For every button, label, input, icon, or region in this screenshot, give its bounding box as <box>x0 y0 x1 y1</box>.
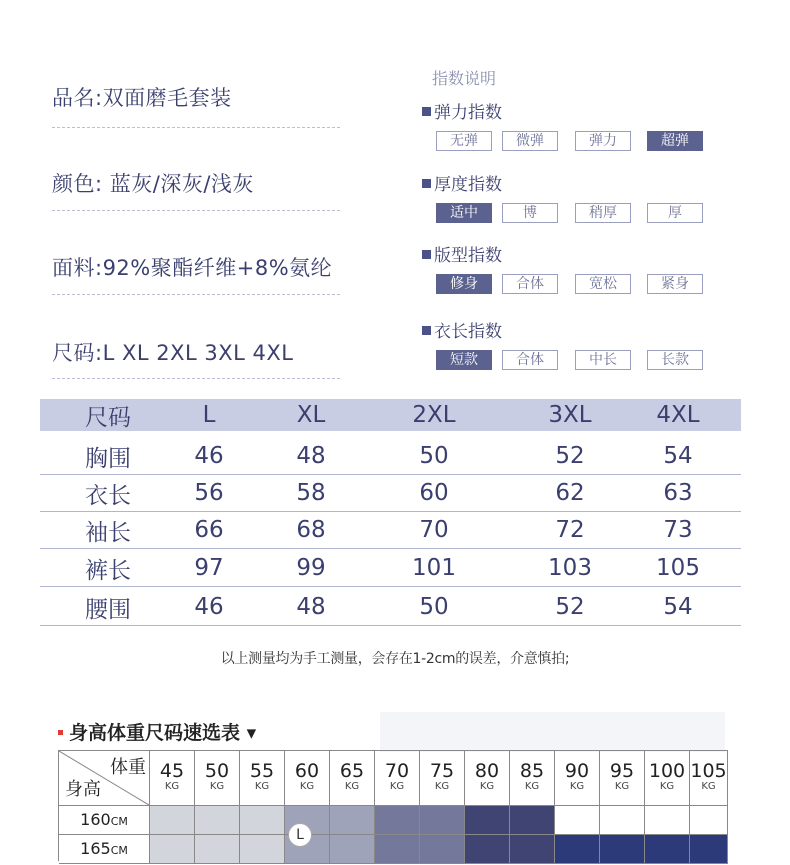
index-group-label: 弹力指数 <box>434 103 502 123</box>
table-cell: 50 <box>419 443 449 469</box>
weight-column-header <box>330 751 375 806</box>
weight-unit: KG <box>614 781 630 792</box>
row-label: 腰围 <box>85 596 131 623</box>
weight-unit: KG <box>434 781 450 792</box>
index-option: 合体 <box>502 274 558 294</box>
square-bullet-icon <box>422 250 431 259</box>
weight-value: 55 <box>249 760 275 782</box>
table-cell: 52 <box>555 443 585 469</box>
table-cell: 68 <box>296 517 326 543</box>
table-row <box>40 512 741 549</box>
index-option: 合体 <box>502 350 558 370</box>
weight-column-header <box>600 751 645 806</box>
index-option: 紧身 <box>647 274 703 294</box>
table-cell: 70 <box>419 517 449 543</box>
height-value: 160 <box>80 810 111 829</box>
size-table-header-cell: 4XL <box>656 402 700 428</box>
table-cell: 66 <box>194 517 224 543</box>
divider <box>52 210 340 211</box>
size-table-header-cell: XL <box>296 402 326 428</box>
height-value: 165 <box>80 839 111 858</box>
row-label: 衣长 <box>85 482 131 509</box>
index-option: 适中 <box>436 203 492 223</box>
weight-unit: KG <box>659 781 675 792</box>
table-row <box>40 550 741 587</box>
size-cell <box>195 806 240 835</box>
weight-value: 50 <box>204 760 230 782</box>
product-name: 品名:双面磨毛套装 <box>52 86 232 110</box>
weight-label: 体重 <box>110 757 146 778</box>
size-table-header-cell: 尺码 <box>85 404 131 431</box>
index-option: 长款 <box>647 350 703 370</box>
size-cell <box>150 806 195 835</box>
index-group-label: 衣长指数 <box>434 322 502 342</box>
weight-value: 60 <box>294 760 320 782</box>
weight-value: 80 <box>474 760 500 782</box>
divider <box>52 378 340 379</box>
table-row <box>40 438 741 475</box>
size-table-header-cell: 2XL <box>412 402 456 428</box>
index-option: 宽松 <box>575 274 631 294</box>
size-table-header-cell: 3XL <box>548 402 592 428</box>
weight-unit: KG <box>254 781 270 792</box>
table-cell: 48 <box>296 443 326 469</box>
table-cell: 52 <box>555 594 585 620</box>
weight-unit: KG <box>569 781 585 792</box>
weight-unit: KG <box>164 781 180 792</box>
index-group-title <box>422 170 502 195</box>
index-group-title <box>422 98 502 123</box>
grid-corner <box>59 751 150 806</box>
size-cell <box>330 806 375 835</box>
index-option: 超弹 <box>647 131 703 151</box>
weight-column-header <box>420 751 465 806</box>
size-cell <box>510 806 555 835</box>
table-cell: 101 <box>412 555 456 581</box>
weight-value: 95 <box>609 760 635 782</box>
quick-select-title <box>58 718 256 745</box>
table-cell: 97 <box>194 555 224 581</box>
size-cell <box>690 806 728 835</box>
size-cell <box>555 806 600 835</box>
size-cell <box>375 806 420 835</box>
index-option: 中长 <box>575 350 631 370</box>
weight-column-header <box>150 751 195 806</box>
size-cell <box>645 806 690 835</box>
weight-unit: KG <box>209 781 225 792</box>
divider <box>52 294 340 295</box>
index-option: 无弹 <box>436 131 492 151</box>
square-bullet-icon <box>422 107 431 116</box>
table-cell: 56 <box>194 480 224 506</box>
table-cell: 99 <box>296 555 326 581</box>
table-cell: 58 <box>296 480 326 506</box>
table-cell: 54 <box>663 443 693 469</box>
weight-value: 105 <box>690 760 727 782</box>
weight-column-header <box>195 751 240 806</box>
index-group-label: 版型指数 <box>434 246 502 266</box>
weight-unit: KG <box>524 781 540 792</box>
table-cell: 72 <box>555 517 585 543</box>
index-group-title <box>422 241 502 266</box>
measurement-note: 以上测量均为手工测量，会存在1-2cm的误差，介意慎拍; <box>220 651 570 667</box>
weight-value: 85 <box>519 760 545 782</box>
index-group-label: 厚度指数 <box>434 175 502 195</box>
table-row <box>40 475 741 512</box>
weight-value: 90 <box>564 760 590 782</box>
table-cell: 105 <box>656 555 700 581</box>
size-mark-label: L <box>288 823 312 847</box>
weight-value: 70 <box>384 760 410 782</box>
table-cell: 54 <box>663 594 693 620</box>
size-cell <box>240 806 285 835</box>
weight-unit: KG <box>389 781 405 792</box>
table-cell: 60 <box>419 480 449 506</box>
weight-unit: KG <box>479 781 495 792</box>
table-cell: 48 <box>296 594 326 620</box>
height-row-label <box>59 806 150 835</box>
weight-unit: KG <box>344 781 360 792</box>
row-label: 袖长 <box>85 519 131 546</box>
weight-column-header <box>465 751 510 806</box>
height-unit: CM <box>110 815 128 828</box>
index-option: 修身 <box>436 274 492 294</box>
divider <box>52 127 340 128</box>
weight-unit: KG <box>701 781 716 792</box>
size-cell <box>420 806 465 835</box>
weight-column-header <box>690 751 728 806</box>
square-bullet-icon <box>422 179 431 188</box>
row-label: 裤长 <box>85 557 131 584</box>
size-quick-select-grid <box>58 750 728 861</box>
weight-column-header <box>555 751 600 806</box>
row-label: 胸围 <box>85 445 131 472</box>
table-cell: 50 <box>419 594 449 620</box>
index-option: 微弹 <box>502 131 558 151</box>
table-cell: 46 <box>194 443 224 469</box>
weight-column-header <box>510 751 555 806</box>
size-cell <box>465 806 510 835</box>
index-title: 指数说明 <box>432 69 497 88</box>
size-table-header-cell: L <box>202 402 216 428</box>
size-table-header <box>40 399 741 431</box>
title-background <box>380 712 725 752</box>
height-unit: CM <box>110 844 128 857</box>
square-bullet-icon <box>422 326 431 335</box>
table-cell: 46 <box>194 594 224 620</box>
size-cell <box>600 806 645 835</box>
bullet-icon <box>58 730 63 735</box>
weight-value: 45 <box>159 760 185 782</box>
product-fabric: 面料:92%聚酯纤维+8%氨纶 <box>52 256 333 280</box>
weight-value: 100 <box>648 760 686 782</box>
weight-value: 75 <box>429 760 455 782</box>
index-option: 短款 <box>436 350 492 370</box>
weight-value: 65 <box>339 760 365 782</box>
index-group-title <box>422 317 502 342</box>
product-color: 颜色: 蓝灰/深灰/浅灰 <box>52 172 254 196</box>
weight-column-header <box>645 751 690 806</box>
weight-column-header <box>240 751 285 806</box>
index-option: 弹力 <box>575 131 631 151</box>
table-cell: 63 <box>663 480 693 506</box>
height-label: 身高 <box>65 779 101 800</box>
table-row <box>40 589 741 626</box>
weight-unit: KG <box>299 781 315 792</box>
weight-column-header <box>285 751 330 806</box>
index-option: 稍厚 <box>575 203 631 223</box>
index-option: 博 <box>502 203 558 223</box>
index-option: 厚 <box>647 203 703 223</box>
table-cell: 62 <box>555 480 585 506</box>
table-cell: 103 <box>548 555 592 581</box>
quick-select-title-text: 身高体重尺码速选表 ▾ <box>69 722 257 744</box>
weight-column-header <box>375 751 420 806</box>
product-sizes: 尺码:L XL 2XL 3XL 4XL <box>52 341 294 365</box>
table-cell: 73 <box>663 517 693 543</box>
